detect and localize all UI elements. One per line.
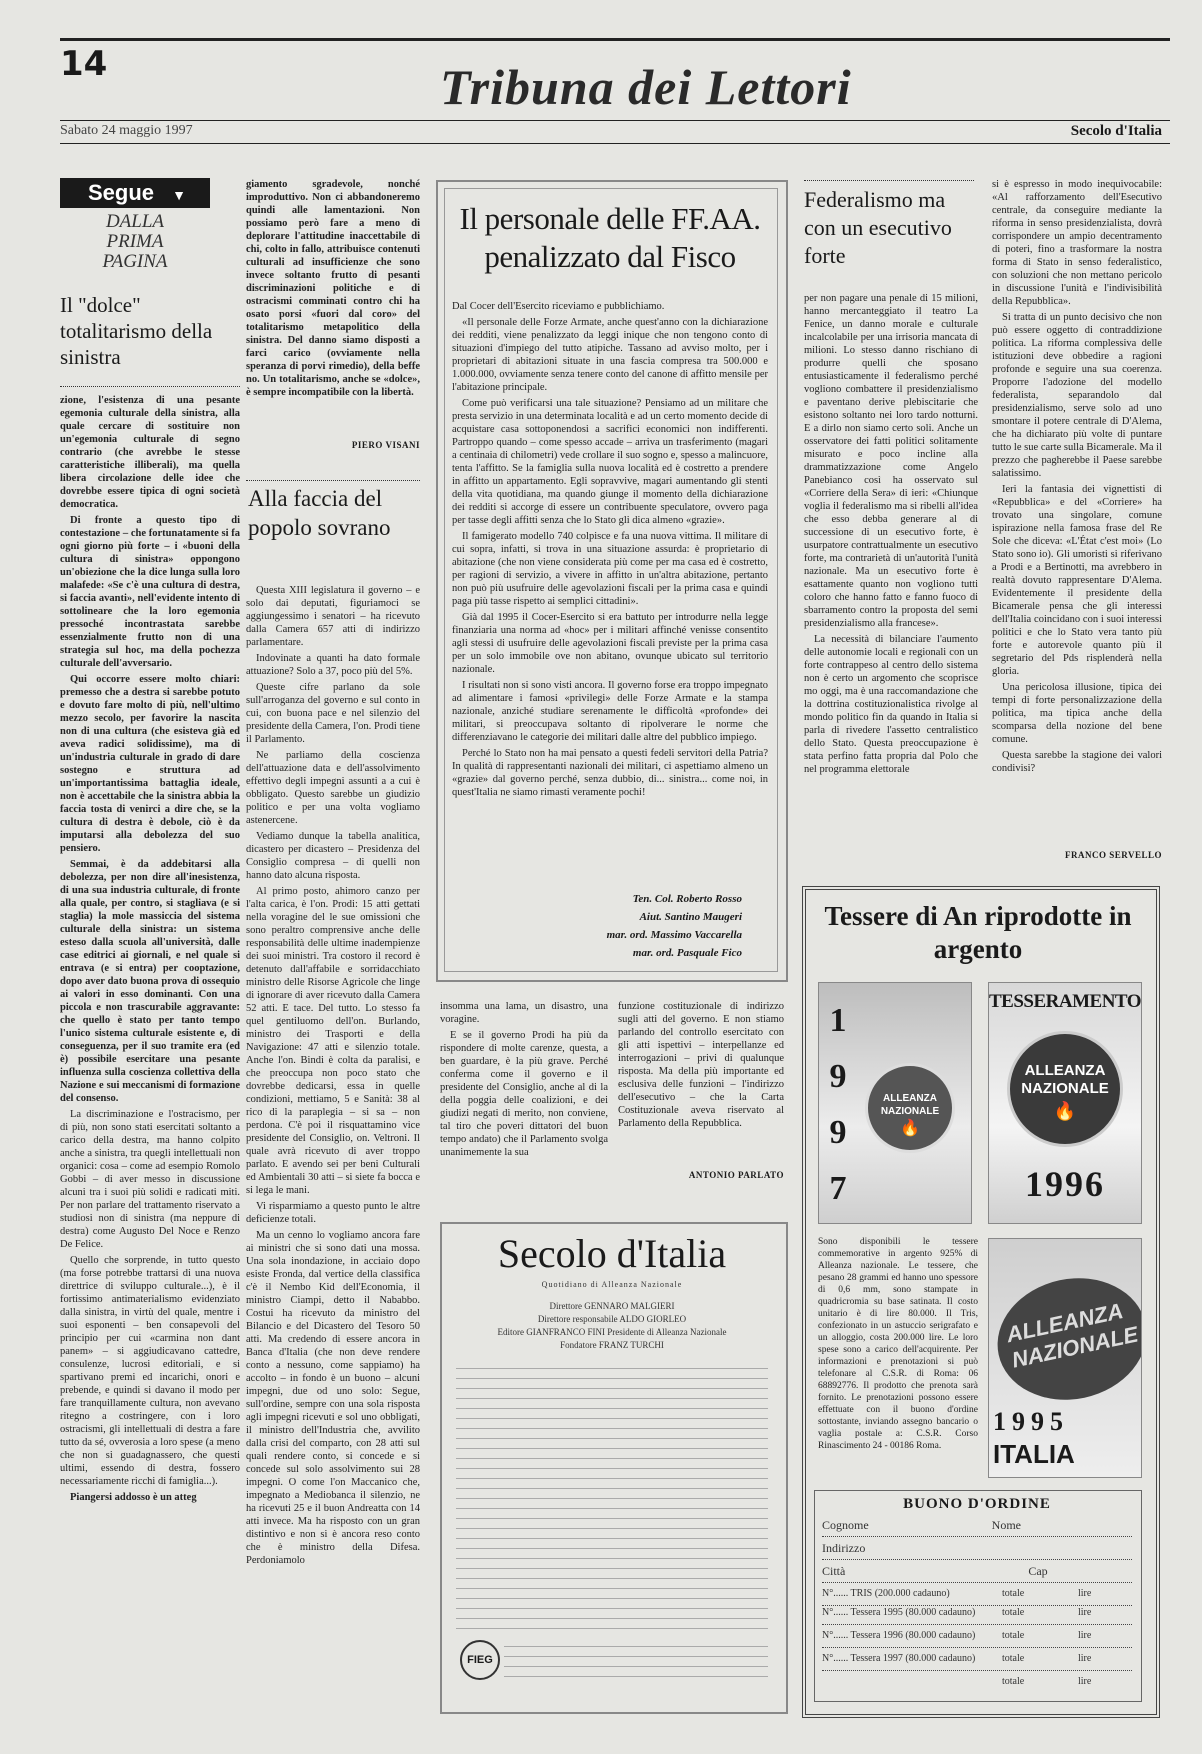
indirizzo-field[interactable] (822, 1537, 1132, 1560)
arrow-down-icon: ▼ (172, 187, 187, 203)
order-item-1995[interactable] (822, 1602, 1132, 1625)
from-front-page: DALLA PRIMA PAGINA (102, 211, 168, 272)
signature-line: Ten. Col. Roberto Rosso (632, 893, 742, 905)
item-total: totale (1002, 1607, 1025, 1618)
card-year: 1996 (1025, 1164, 1105, 1204)
card-1995 (988, 1238, 1142, 1478)
paragraph: Una pericolosa illusione, tipica dei tempi di forte personalizzazione della politica, ma tipica anche della scomparsa della nozione del bene comune. (992, 682, 1162, 745)
logo-text: ALLEANZA NAZIONALE (880, 1093, 940, 1117)
paragraph: funzione costituzionale di indirizzo sugli atti del governo. E non stiamo parlando del controllo esercitato con gli atti ispettivi – interpellanze ed interrogazioni – privi di qualunque risposta. Ma della più importante ed esclusiva delle funzioni – l'indirizzo dell'esecutivo – che la Carta Costituzionale aveva riservato al Parlamento della Repubblica. (618, 1001, 784, 1129)
divider (804, 180, 974, 181)
masthead-staff (448, 1300, 776, 1352)
paragraph: Indovinate a quanti ha dato formale attuazione? Solo a 37, poco più del 5%. (246, 653, 420, 677)
issue-date: Sabato 24 maggio 1997 (60, 123, 193, 138)
order-grand-total[interactable] (822, 1671, 1132, 1693)
paragraph: Come può verificarsi una tale situazione? Pensiamo ad un militare che presta servizio in una determinata località e ad un certo momento decide di acquistare casa sottoponendosi a sacrifici economici non indifferenti. Partroppo quando – come spesso accade – arriva un trasferimento (magari a centinaia di chilometri) vede crollare il suo sogno e, spesso a malincuore, tenta l'affitto. Se la famiglia sulla nuova località ed è costretto a prendere in affitto un appartamento. Egli sopravvive, magari aumentando gli stenti della vita quotidiana, ma quando giunge il momento della dichiarazione dei redditi si accorge di essere un contribuente speculatore, ovvero paga per tasse degli affitti senza che lo Stato gli dica almeno «grazie». (452, 398, 768, 526)
paragraph: Queste cifre parlano da sole sull'arroganza del governo e sul conto in cui, con buona pace e nel silenzio del presidente della Camera, l'on. Prodi tiene il Parlamento. (246, 682, 420, 745)
year-digit: 7 (829, 1170, 847, 1207)
divider (60, 386, 240, 387)
paragraph: si è espresso in modo inequivocabile: «Al rafforzamento dell'Esecutivo centrale, da conseguire mediante la riforma in senso presidenzialista, dovrà corrispondere un ampio decentramento di poteri, fino a trasformare la nostra forma di Stato in senso federalistico, con soluzioni che non mettano pericolo in discussione l'unità e l'indivisibilità della Repubblica». (992, 179, 1162, 307)
paragraph: Quello che sorprende, in tutto questo (ma forse potrebbe trattarsi di una nuova direttrice di sviluppo culturale...), è il fortissimo antimaterialismo evidenziato dalla sinistra, in virtù del quale, mentre i suoi esponenti – ben consapevoli del principio per cui «carmina non dant panem» – si aggiudicavano cattedre, consulenze, lucrosi editoriali, e si spartivano premi ed incarichi, onori e prebende, e quindi si davano il modo per fare tranquillamente cultura, non avevano ritegno a costringere, con i loro ostracismi, gli intellettuali di destra a fare tutto da sé, ovverosia a loro spese (a meno che non si guadagnassero, che questi ultimi, essendo di destra, fossero necessariamente ricchi di famiglia...). (60, 1255, 240, 1487)
signature-visani: PIERO VISANI (351, 440, 420, 450)
headline-popolo-sovrano: Alla faccia del popolo sovrano (248, 486, 391, 540)
signature-parlato: ANTONIO PARLATO (688, 1170, 784, 1180)
paragraph: La discriminazione e l'ostracismo, per di più, non sono stati esercitati soltanto a carico della destra, ma hanno colpito anche a sinistra, tra quegli intellettuali non organici: cosa – come ad esempio Romolo Gobbi – di aver messo in discussione alcuni tra i suoi più solidi e radicati miti. Per non parlare del trattamento riservato a studiosi non di sinistra (ma neppure di destra) come Augusto Del Noce e Renzo De Felice. (60, 1109, 240, 1250)
signature-line: mar. ord. Massimo Vaccarella (606, 929, 742, 941)
grand-lire: lire (1078, 1676, 1092, 1687)
paragraph: Al primo posto, ahimoro canzo per l'alta carica, è l'on. Prodi: 15 atti gettati nella voragine del le sue omissioni che sono peraltro comprensive anche delle responsabilità delle ultime inadempienze dei suoi ministri. Tra costoro il record è detenuto dall'affabile e sorridacchiato ministro delle Risorse Agricole che linge di ignorare di aver ricevuto dalla Camera 52 atti. E tace. Del tutto. Lo stesso fa quel gentiluomo dell'on. Burlando, ministro dei Trasporti e della Navigazione: 47 atti e silenzio totale. Anche l'on. Bindi è colta da paralisi, e che preoccupa non poco stato che dovrebbe dedicarsi, essa in quelle condizioni, mettiamo, 5 e Sanità: 38 al rico di la paraplegia – si sa – non perdona. C'è poi il risquattamino vice presidente del Consiglio, on. Veltroni. Il quale avrà ricevuto di aver troppo parlato. E avendo sei per beni Culturali ed Ambientali 30 atti – si siete fa bocca e si lega le mani. (246, 886, 420, 1196)
staff-line: Fondatore FRANZ TURCHI (560, 1340, 664, 1350)
card-year-vertical (823, 993, 853, 1217)
signature-servello: FRANCO SERVELLO (1065, 850, 1162, 860)
article-ffaa-body (452, 300, 768, 870)
headline-federalismo: Federalismo ma con un esecutivo forte (804, 187, 952, 268)
year-digit: 9 (829, 1058, 847, 1095)
paragraph: E se il governo Prodi ha più da rispondere di molte carenze, questa, a ben guardare, è la più grave. Perché conferma come il governo e il presidente del Consiglio, anche al di la della poggia delle coalizioni, e dei giudizi negati di merito, non conviene, tal tiro che poveri dittatori del buon tempo andato) che il Parlamento svolga unanimemente la sua (440, 1030, 608, 1158)
signature-line: mar. ord. Pasquale Fico (632, 947, 742, 959)
paragraph: per non pagare una penale di 15 milioni, hanno mercanteggiato il teatro La Fenice, un danno morale e culturale incalcolabile per una irrisoria mancata di milioni. Lo stesso danno rischiano di produrre quelli che sposano entusiasticamente il federalismo perché vogliono combattere il presidenzialismo e paventano derive plebiscitarie che esistono soltanto nei loro tardo notturni. E a dirlo non siamo certo soli. Anche un osservatore dei fatti politici solitamente misurato e poco incline alla drammatizzazione come Angelo Panebianco così ha osservato sul «Corriere della Sera» di ieri: «Chiunque voglia il federalismo ma si ribelli all'idea che esso debba generare al di successione di un esecutivo forte, è usurpatore contrattualmente un esecutivo forte, ma contrarietà di un'autorità l'unità nazionale. Ma un esecutivo forte è esattamente quanto non vogliono tutti coloro che hanno fatto e fanno fuoco di sbarramento contro la proposta del semi presidenzialismo alla francese». (804, 293, 978, 629)
card-italia: ITALIA (993, 1439, 1075, 1469)
staff-line: Direttore GENNARO MALGIERI (549, 1301, 675, 1311)
item-total: totale (1002, 1588, 1025, 1599)
an-logo (1007, 1031, 1123, 1147)
paragraph: Vediamo dunque la tabella analitica, dicastero per dicastero – Presidenza del Consiglio compresa – di quelli non hanno dato alcuna risposta. (246, 831, 420, 881)
headline-ffaa: Il personale delle FF.AA. penalizzato dal Fisco (459, 201, 761, 274)
logo-text: ALLEANZA NAZIONALE (1021, 1062, 1109, 1097)
paragraph: Semmai, è da addebitarsi alla debolezza, per non dire all'inesistenza, di una sua industria culturale, di fronte alla quale, per contro, si stagliava (e si staglia) la mole massiccia del sistema culturale della sinistra: un sistema esteso dalla scuola all'università, dalle case editrici ai giornali, e nel quale si entrava (e si entra) per cooptazione, dopo aver dato buona prova di ossequio ai valori in esso dominanti. Con una piccola e non trascurabile aggravante: che quello è stato per tanto tempo l'unico sistema culturale esistente e, di conseguenza, per il suo tramite era (ed è) possibile esercitare una pesante influenza sulla coscienza collettiva della Nazione e sui meccanismi di formazione del consenso. (60, 859, 240, 1104)
item-label: N°...... Tessera 1996 (80.000 cadauno) (822, 1630, 976, 1641)
paragraph: Ieri la fantasia dei vignettisti di «Repubblica» e del «Corriere» ha trovato una singolare, comune ispirazione nella famosa frase del Re Sole che diceva: «L'État c'est moi» (Lo Stato sono io). Gli umoristi si riferivano a Prodi e a Bertinotti, ma avrebbero in realtà dovuto rappresentare D'Alema. Evidentemente il presidente della Bicamerale pensa che gli interessi dell'Italia coincidano con i suoi interessi politici e che lo Stato vera tanto più forte e autorevole quanto più il segretario del Pds risplenderà nella gloria. (992, 484, 1162, 677)
cognome-label: Cognome (822, 1518, 869, 1532)
item-total: totale (1002, 1653, 1025, 1664)
order-item-1996[interactable] (822, 1625, 1132, 1648)
item-lire: lire (1078, 1653, 1092, 1664)
page-number: 14 (60, 44, 108, 84)
article-federalismo-continued (992, 178, 1162, 838)
article-continued-body (246, 178, 420, 430)
top-rule (60, 38, 1170, 41)
paragraph: Perché lo Stato non ha mai pensato a questi fedeli servitori della Patria? In qualità di rappresentanti nazionali dei militari, ci aspettiamo almeno un «grazie» dal governo perché, senza dubbio, di... sinistra... come noi, in quest'Italia ne siamo rimasti veramente pochi! (452, 748, 768, 798)
indirizzo-label: Indirizzo (822, 1541, 866, 1555)
ad-title: Tessere di An riprodotte in argento (824, 901, 1132, 964)
paragraph: Già dal 1995 il Cocer-Esercito si era battuto per introdurre nella legge finanziaria una norma ad «hoc» per i militari affinché venisse consentito agli stessi di usufruire delle agevolazioni fiscali previste per la prima casa per un solo immobile ove non abitano, ovunque ubicato sul territorio nazionale. (452, 612, 768, 675)
divider (246, 480, 420, 481)
article-totalitarismo-body (60, 394, 240, 1736)
article-parlato-right (618, 1000, 784, 1160)
paragraph: I risultati non si sono visti ancora. Il governo forse era troppo impegnato ad alimentare i famosi «privilegi» delle Forze Armate e la stampa nazionale, anziché studiare serenamente le difficoltà «profonde» dei militari, si preoccupava soltanto di ripolverare le norme che differenziavano le categorie dei militari dalle altre del pubblico impiego. (452, 680, 768, 743)
fieg-logo: FIEG (460, 1640, 500, 1680)
headline-totalitarismo: Il "dolce" totalitarismo della sinistra (60, 293, 213, 369)
masthead-fine-print-2 (504, 1640, 768, 1686)
cognome-nome-row[interactable] (822, 1514, 1132, 1537)
paragraph: Qui occorre essere molto chiari: premesso che a destra si sarebbe potuto e dovuto fare molto di più, nell'ultimo mezzo secolo, per favorire la nascita non di una cultura (che esisteva già ed aveva radici solidissime), ma di un'industria culturale in grado di dare sostegno e struttura ad un'importantissima battaglia ideale, non è accettabile che la sinistra abbia la faccia tosta di venirci a dire che, se la cultura di destra è debole, ciò è da imputarsi alla debolezza del suo pensiero. (60, 674, 240, 854)
item-label: N°...... Tessera 1995 (80.000 cadauno) (822, 1607, 976, 1618)
paragraph: Questa sarebbe la stagione dei valori condivisi? (992, 750, 1162, 774)
an-logo: ALLEANZA NAZIONALE (988, 1265, 1142, 1414)
card-year: 1995 (993, 1407, 1069, 1436)
paragraph: giamento sgradevole, nonché improduttivo. Non ci abbandoneremo quindi alle lamentazioni. Non possiamo però fare a meno di deplorare l'attitudine inaccettabile di chi, colto in fallo, attribuisce contenuti culturali ad insufficienze che sono invece soltanto frutto di pesanti discriminazioni politiche e di ostracismi comminati contro chi ha osato porsi «fuori dal coro» del totalitarismo metapolitico della sinistra. Del danno siamo disposti a farci carico (ovviamente nella speranza di porvi rimedio), della beffe no. Un totalitarismo, anche se «dolce», è sempre incompatibile con la libertà. (246, 179, 420, 398)
flame-icon: 🔥 (1053, 1101, 1077, 1121)
item-lire: lire (1078, 1630, 1092, 1641)
paragraph: Il famigerato modello 740 colpisce e fa una nuova vittima. Il militare di cui sopra, infatti, si trova in una situazione assurda: è proprietario di abitazione (che non viene considerata più come per ma casa ed è costretto, per ragioni di servizio, a vivere in affitto in un'altra abitazione, pertanto non può più usufruire delle agevolazioni fiscali per la prima casa e quindi paga più tasse rispetto ai semplici cittadini». (452, 531, 768, 607)
paragraph: Dal Cocer dell'Esercito riceviamo e pubblichiamo. (452, 301, 665, 312)
staff-line: Direttore responsabile ALDO GIORLEO (537, 1314, 687, 1324)
card-1996 (988, 982, 1142, 1224)
an-logo (865, 1063, 955, 1153)
staff-line: Editore GIANFRANCO FINI Presidente di Alleanza Nazionale (497, 1327, 727, 1337)
year-digit: 1 (829, 1002, 847, 1039)
card-1997 (818, 982, 972, 1224)
citta-cap-row[interactable] (822, 1560, 1132, 1583)
paragraph: Ma un cenno lo vogliamo ancora fare ai ministri che si sono dati una mossa. Una sola inondazione, in acciaio dopo esiste Fronda, dal vertice della classifica c'è il Nembo Kid dell'Economia, il ministro Ciampi, detto il Nababbo. Costui ha ricevuto da ministro del Bilancio e del Dicastero del Tesoro 50 atti. Ma credendo di essere ancora in Banca d'Italia (che non deve rendere conto a nessuno, come sappiamo) ha accolto – in fondo è un buono – alcuni impegni, due od uno solo: Segue, sull'ordine, sempre con una sola risposta agli impegni ricevuti e sol uno obbligati, il ministro dell'Industria che, avvilito dalla crisi del comparto, con 28 atti sul quali rendere conto, si concede e si concede sul solo assolvimento sui 28 impegni. O come l'on Maccanico che, impegnato a Mediobanca il silenzio, ne ha ricevuti 25 e il buon Andreatta con 14 atti invece. Ma ha risposto con un gran distintivo e non si è ancora reso conto che è ministro della Difesa. Perdoniamolo (246, 1230, 420, 1566)
card-tesseramento: TESSERAMENTO (989, 991, 1142, 1012)
item-label: N°...... TRIS (200.000 cadauno) (822, 1588, 950, 1599)
paragraph: Si tratta di un punto decisivo che non può essere oggetto di contraddizione politica. La riforma complessiva delle istituzioni deve obbedire a ragioni profonde e seguire una sua coerenza. Proporre l'adozione del modello federalista, separandolo dal presidenzialismo, serve solo ad uno smontare il potere centrale di D'Alema, che ha dichiarato più volte di puntare tutto le sue carte sulla Bicamerale. Ma il prezzo che pagherebbe il Paese sarebbe salatissimo. (992, 312, 1162, 479)
segue-badge (60, 178, 210, 208)
paragraph: Ne parliamo della coscienza dell'attuazione data e dell'assolvimento effettivo degli impegni assunti a a cui è obbligato. Questo sarebbe un giudizio politico e per una volta vogliamo astenercene. (246, 750, 420, 826)
item-lire: lire (1078, 1588, 1092, 1599)
order-items (822, 1602, 1132, 1693)
year-digit: 9 (829, 1114, 847, 1151)
section-title: Tribuna dei Lettori (440, 59, 852, 115)
item-lire: lire (1078, 1607, 1092, 1618)
masthead-fine-print (456, 1362, 768, 1630)
paragraph: zione, l'esistenza di una pesante egemonia culturale della sinistra, alla quale cercare di sostituire non un'egemonia culturale di segno contrario (che avrebbe le stesse caratteristiche illiberali), ma quella libera circolazione delle idee che dovrebbe essere tipica di ogni società democratica. (60, 395, 240, 510)
article-federalismo-body (804, 292, 978, 864)
paragraph: «Il personale delle Forze Armate, anche quest'anno con la dichiarazione dei redditi, viene penalizzato da leggi inique che non tengono conto di situazioni d'impiego del tutto atipiche. Tassano ad avviso molto, per i proprietari di abitazioni situate in una fascia compresa tra 500.000 e 1.000.000, ovviamente senza tenere conto del canone di affitto mensile per l'abitazione principale. (452, 317, 768, 393)
masthead-name: Secolo d'Italia (497, 1231, 727, 1276)
order-fields (822, 1514, 1132, 1606)
ffaa-signatures (452, 890, 742, 962)
grand-total: totale (1002, 1676, 1025, 1687)
signature-line: Aiut. Santino Maugeri (639, 911, 742, 923)
paragraph: insomma una lama, un disastro, una voragine. (440, 1001, 608, 1025)
citta-label: Città (822, 1564, 846, 1578)
paragraph: Piangersi addosso è un atteg (70, 1492, 197, 1503)
paragraph: Di fronte a questo tipo di contestazione – che fortunatamente si fa ogni giorno più forte – i «buoni della cultura di sinistra» oppongono un'obiezione che la dice lunga sulla loro malafede: «Se c'è una cultura di destra, si faccia avanti», nell'evidente intento di sottolineare che la loro egemonia pressoché incontrastata sarebbe essenzialmente frutto non di una strategia sul hoc, ma della pochezza culturale dell'avversario. (60, 515, 240, 669)
paragraph: Questa XIII legislatura il governo – e solo dai deputati, figuriamoci se aggiungessimo i senatori – ha ricevuto dalla Camera 657 atti di indirizzo parlamentare. (246, 585, 420, 648)
article-popolo-sovrano-body (246, 584, 420, 1736)
item-total: totale (1002, 1630, 1025, 1641)
order-form-title: BUONO D'ORDINE (903, 1496, 1051, 1512)
paragraph: Vi risparmiamo a questo punto le altre deficienze totali. (246, 1201, 420, 1225)
header-rule-2 (60, 143, 1170, 144)
item-label: N°...... Tessera 1997 (80.000 cadauno) (822, 1653, 976, 1664)
header-rule (60, 120, 1170, 121)
cap-label: Cap (1028, 1564, 1048, 1578)
flame-icon: 🔥 (900, 1120, 920, 1137)
ad-description: Sono disponibili le tessere commemorative in argento 925% di Alleanza nazionale. Le tessere, che pesano 28 grammi ed hanno uno spessore di 0,6 mm, sono stampate in quadricromia su base satinata. Il costo unitario è di lire 80.000. Il Tris, confezionato in un astuccio serigrafato e un alloggio, costa 200.000 lire. Le loro spese sono a carico dell'acquirente. Per informazioni e prenotazioni si può telefonare al C.S.R. di Roma: 06 68892776. Il prodotto che prenota sarà fornito. Le prenotazioni possono essere effettuate con il buono d'ordine sottostante, inviando assegno bancario o vaglia postale a: C.S.R. Corso Rinascimento 24 - 00186 Roma. (818, 1237, 978, 1451)
order-item-1997[interactable] (822, 1648, 1132, 1671)
article-parlato-left (440, 1000, 608, 1165)
paragraph: La necessità di bilanciare l'aumento delle autonomie locali e regionali con un forte contrappeso al centro dello sistema non è certo un argomento che scoprisce mo oggi, ma è una raccomandazione che la dottrina costituzionalistica rivolge al mondo politico fin da quando in Italia si parla di rivedere l'assetto centralistico dello Stato. Questa preoccupazione è stata perfino fatta propria dal Polo che nel programma elettorale (804, 634, 978, 775)
paper-name-small: Secolo d'Italia (1070, 123, 1162, 139)
masthead-subtitle: Quotidiano di Alleanza Nazionale (541, 1280, 683, 1289)
segue-label: Segue (88, 180, 155, 205)
nome-label: Nome (991, 1518, 1021, 1532)
